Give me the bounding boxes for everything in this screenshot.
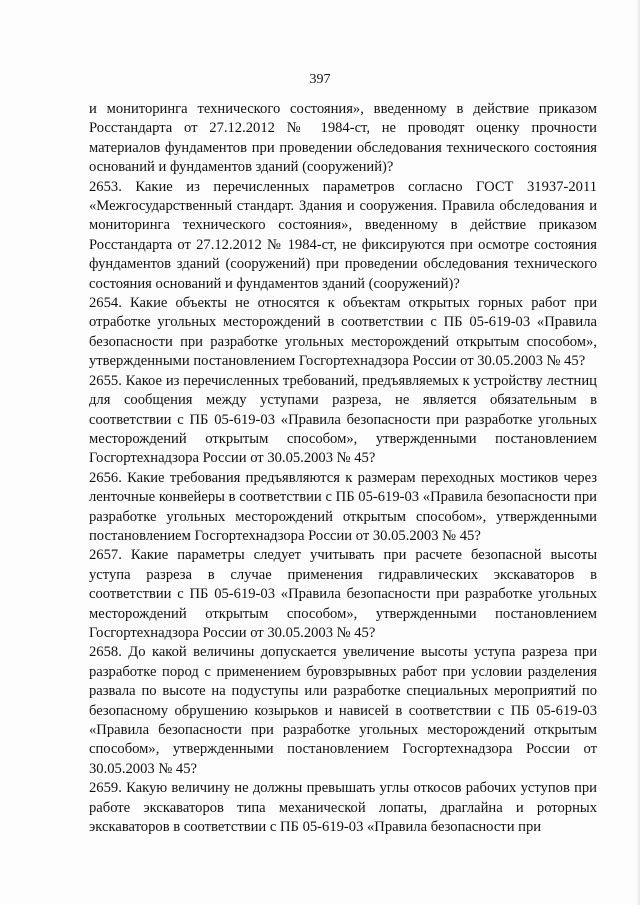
question-2658: 2658. До какой величины допускается увеличение высоты уступа разреза при разработке пород с применением буровзрывных работ при условии разделения развала по высоте на подуступы или разработке специальных мероприятий по безопасному обрушению козырьков и нависей в соответствии с ПБ 05-619-03 «Правила безопасности при разработке угольных месторождений открытым способом», утвержденными постановлением Госгортехнадзора России от 30.05.2003 № 45? — [89, 644, 597, 777]
question-2656: 2656. Какие требования предъявляются к размерам переходных мостиков через ленточные конвейеры в соответствии с ПБ 05-619-03 «Правила безопасности при разработке угольных месторождений открытым способом», утвержденными постановлением Госгортехнадзора России от 30.05.2003 № 45? — [89, 469, 597, 544]
paragraph-continuation: и мониторинга технического состояния», введенному в действие приказом Росстандарта от 27.12.2012 № 1984-ст, не проводят оценку прочности материалов фундаментов при проведении обследования технического состояния оснований и фундаментов зданий (сооружений)? — [89, 101, 597, 176]
question-2657: 2657. Какие параметры следует учитывать при расчете безопасной высоты уступа разреза в случае применения гидравлических экскаваторов в соответствии с ПБ 05-619-03 «Правила безопасности при разработке угольных месторождений открытым способом», утвержденными постановлением Госгортехнадзора России от 30.05.2003 № 45? — [89, 547, 597, 641]
question-2653: 2653. Какие из перечисленных параметров согласно ГОСТ 31937-2011 «Межгосударственный стандарт. Здания и сооружения. Правила обследования и мониторинга технического состояния», введенному в действие приказом Росстандарта от 27.12.2012 № 1984-ст, не фиксируются при осмотре состояния фундаментов зданий (сооружений) при проведении обследования технического состояния оснований и фундаментов зданий (сооружений)? — [89, 178, 597, 292]
question-2655: 2655. Какое из перечисленных требований, предъявляемых к устройству лестниц для сообщения между уступами разреза, не является обязательным в соответствии с ПБ 05-619-03 «Правила безопасности при разработке угольных месторождений открытым способом», утвержденными постановлением Госгортехнадзора России от 30.05.2003 № 45? — [89, 372, 597, 467]
question-2659: 2659. Какую величину не должны превышать углы откосов рабочих уступов при работе экскаваторов типа механической лопаты, драглайна и роторных экскаваторов в соответствии с ПБ 05-619-03 «Правила безопасности при — [89, 780, 597, 836]
page-number: 397 — [309, 72, 331, 87]
scan-edge-shadow — [636, 0, 640, 905]
page-body — [89, 100, 597, 837]
question-2654: 2654. Какие объекты не относятся к объектам открытых горных работ при отработке угольных месторождений в соответствии с ПБ 05-619-03 «Правила безопасности при разработке угольных месторождений открытым способом», утвержденными постановлением Госгортехнадзора России от 30.05.2003 № 45? — [89, 295, 597, 370]
